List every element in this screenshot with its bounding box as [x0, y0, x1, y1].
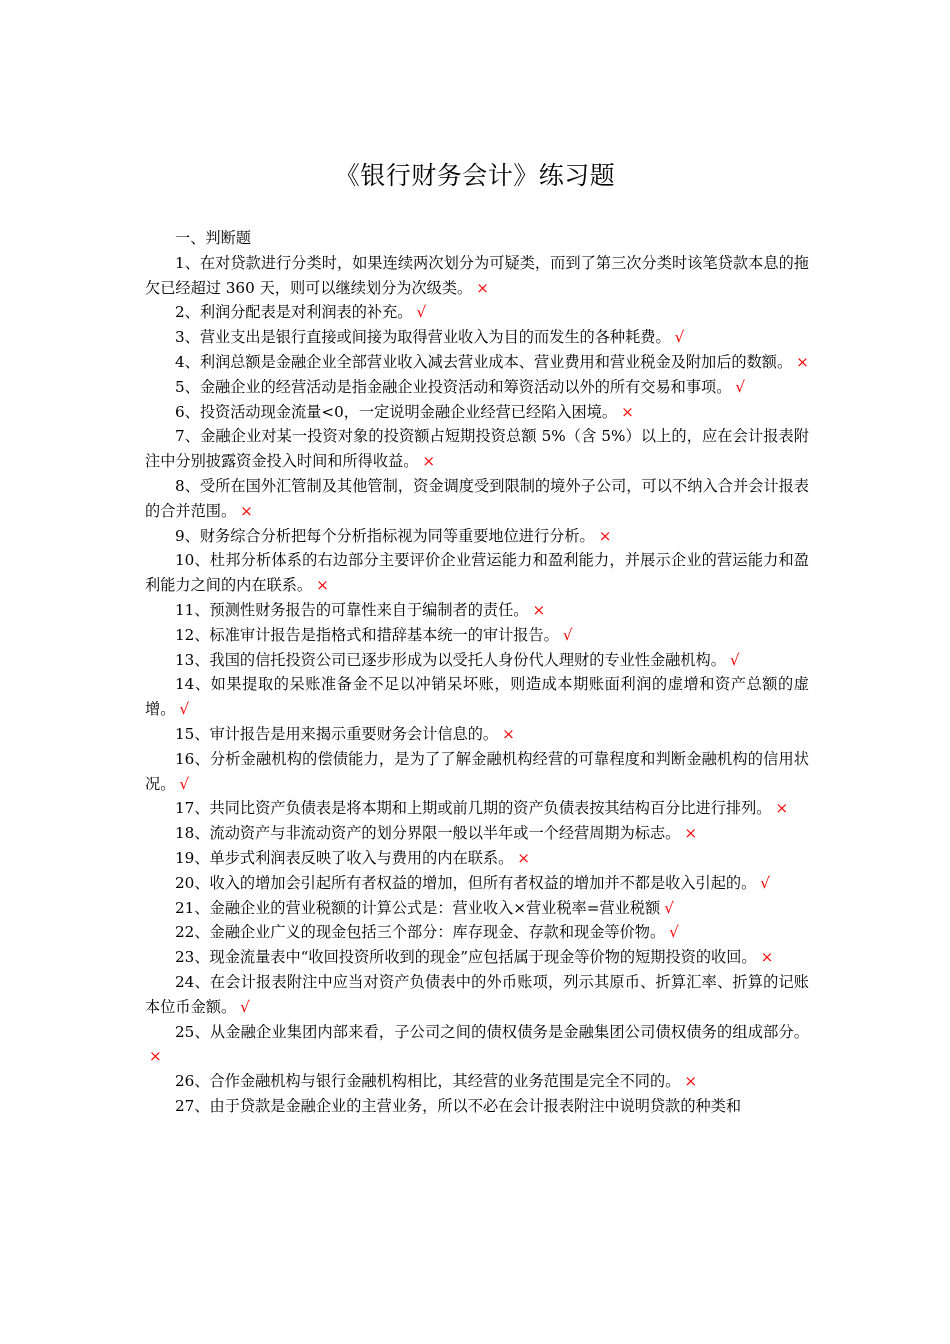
question-item [145, 623, 809, 648]
question-item [145, 722, 809, 747]
wrong-mark: × [532, 600, 546, 619]
question-item [145, 1069, 809, 1094]
question-text: 12、标准审计报告是指格式和措辞基本统一的审计报告。 [175, 625, 559, 644]
wrong-mark: × [316, 576, 329, 595]
question-item [145, 846, 809, 871]
question-text: 6、投资活动现金流量<0，一定说明金融企业经营已经陷入困境。 [175, 402, 618, 421]
correct-mark: √ [179, 700, 190, 719]
question-item [145, 970, 809, 1020]
question-text: 3、营业支出是银行直接或间接为取得营业收入为目的而发生的各种耗费。 [175, 328, 671, 347]
question-item [145, 896, 809, 921]
wrong-mark: × [502, 724, 515, 743]
question-item [145, 325, 809, 350]
question-item [145, 424, 809, 474]
question-text: 4、利润总额是金融企业全部营业收入减去营业成本、营业费用和营业税金及附加后的数额。 [175, 352, 793, 371]
question-text: 10、杜邦分析体系的右边部分主要评价企业营运能力和盈利能力，并展示企业的营运能力和盈利能力之间的内在联系。 [145, 551, 809, 595]
document-title: 《银行财务会计》练习题 [334, 161, 616, 190]
correct-mark: √ [729, 650, 740, 669]
question-item [145, 350, 809, 375]
question-item [145, 648, 809, 673]
question-text: 26、合作金融机构与银行金融机构相比，其经营的业务范围是完全不同的。 [175, 1072, 681, 1091]
question-text: 19、单步式利润表反映了收入与费用的内在联系。 [175, 848, 514, 867]
question-text: 24、在会计报表附注中应当对资产负债表中的外币账项，列示其原币、折算汇率、折算的记账本位币金额。 [145, 972, 809, 1016]
question-item [145, 375, 809, 400]
question-item [145, 251, 809, 301]
question-item [145, 474, 809, 524]
correct-mark: √ [179, 774, 190, 793]
question-item [145, 945, 809, 970]
wrong-mark: × [476, 278, 489, 297]
question-text: 27、由于贷款是金融企业的主营业务，所以不必在会计报表附注中说明贷款的种类和 [175, 1096, 742, 1115]
question-text: 22、金融企业广义的现金包括三个部分：库存现金、存款和现金等价物。 [175, 923, 666, 942]
wrong-mark: × [684, 824, 698, 843]
wrong-mark: × [240, 501, 253, 520]
question-text: 17、共同比资产负债表是将本期和上期或前几期的资产负债表按其结构百分比进行排列。 [175, 799, 772, 818]
wrong-mark: × [796, 352, 809, 371]
question-text: 14、如果提取的呆账准备金不足以冲销呆坏账，则造成本期账面利润的虚增和资产总额的虚增。 [145, 675, 809, 719]
wrong-mark: × [517, 848, 530, 867]
question-item [145, 1094, 809, 1119]
section-heading: 一、判断题 [175, 229, 251, 247]
question-list [145, 251, 809, 1119]
question-text: 20、收入的增加会引起所有者权益的增加，但所有者权益的增加并不都是收入引起的。 [175, 873, 757, 892]
correct-mark: √ [735, 377, 746, 396]
correct-mark: √ [562, 625, 573, 644]
question-text: 18、流动资产与非流动资产的划分界限一般以半年或一个经营周期为标志。 [175, 824, 681, 843]
question-text: 8、受所在国外汇管制及其他管制，资金调度受到限制的境外子公司，可以不纳入合并会计报表的合并范围。 [145, 476, 809, 520]
question-item [145, 1020, 809, 1070]
wrong-mark: × [149, 1047, 162, 1066]
question-text: 11、预测性财务报告的可靠性来自于编制者的责任。 [175, 600, 529, 619]
question-text: 23、现金流量表中“收回投资所收到的现金”应包括属于现金等价物的短期投资的收回。 [175, 948, 757, 967]
question-item [145, 747, 809, 797]
correct-mark: √ [240, 997, 250, 1016]
question-text: 9、财务综合分析把每个分析指标视为同等重要地位进行分析。 [175, 526, 595, 545]
question-item [145, 920, 809, 945]
question-text: 16、分析金融机构的偿债能力，是为了了解金融机构经营的可靠程度和判断金融机构的信用状况。 [145, 749, 809, 793]
wrong-mark: × [684, 1072, 698, 1091]
question-item [145, 400, 809, 425]
wrong-mark: × [422, 452, 436, 471]
question-text: 2、利润分配表是对利润表的补充。 [175, 303, 413, 322]
question-text: 25、从金融企业集团内部来看，子公司之间的债权债务是金融集团公司债权债务的组成部分。 [175, 1022, 809, 1041]
question-text: 7、金融企业对某一投资对象的投资额占短期投资总额 5%（含 5%）以上的，应在会计报表附注中分别披露资金投入时间和所得收益。 [145, 427, 809, 471]
question-text: 13、我国的信托投资公司已逐步形成为以受托人身份代人理财的专业性金融机构。 [175, 650, 726, 669]
question-item [145, 672, 809, 722]
correct-mark: √ [674, 328, 685, 347]
question-item [145, 300, 809, 325]
wrong-mark: × [760, 948, 774, 967]
question-text: 21、金融企业的营业税额的计算公式是：营业收入×营业税率=营业税额 [175, 898, 661, 917]
question-item [145, 821, 809, 846]
question-text: 15、审计报告是用来揭示重要财务会计信息的。 [175, 724, 499, 743]
correct-mark: √ [760, 873, 770, 892]
question-item [145, 871, 809, 896]
wrong-mark: × [621, 402, 634, 421]
correct-mark: √ [669, 923, 679, 942]
question-text: 1、在对贷款进行分类时，如果连续两次划分为可疑类，而到了第三次分类时该笔贷款本息的拖欠已经超过 360 天，则可以继续划分为次级类。 [145, 253, 809, 297]
correct-mark: √ [664, 898, 674, 917]
question-item [145, 524, 809, 549]
wrong-mark: × [775, 799, 789, 818]
document-body [145, 226, 809, 1119]
question-text: 5、金融企业的经营活动是指金融企业投资活动和筹资活动以外的所有交易和事项。 [175, 377, 732, 396]
question-item [145, 548, 809, 598]
correct-mark: √ [416, 303, 427, 322]
wrong-mark: × [598, 526, 612, 545]
question-item [145, 598, 809, 623]
question-item [145, 796, 809, 821]
